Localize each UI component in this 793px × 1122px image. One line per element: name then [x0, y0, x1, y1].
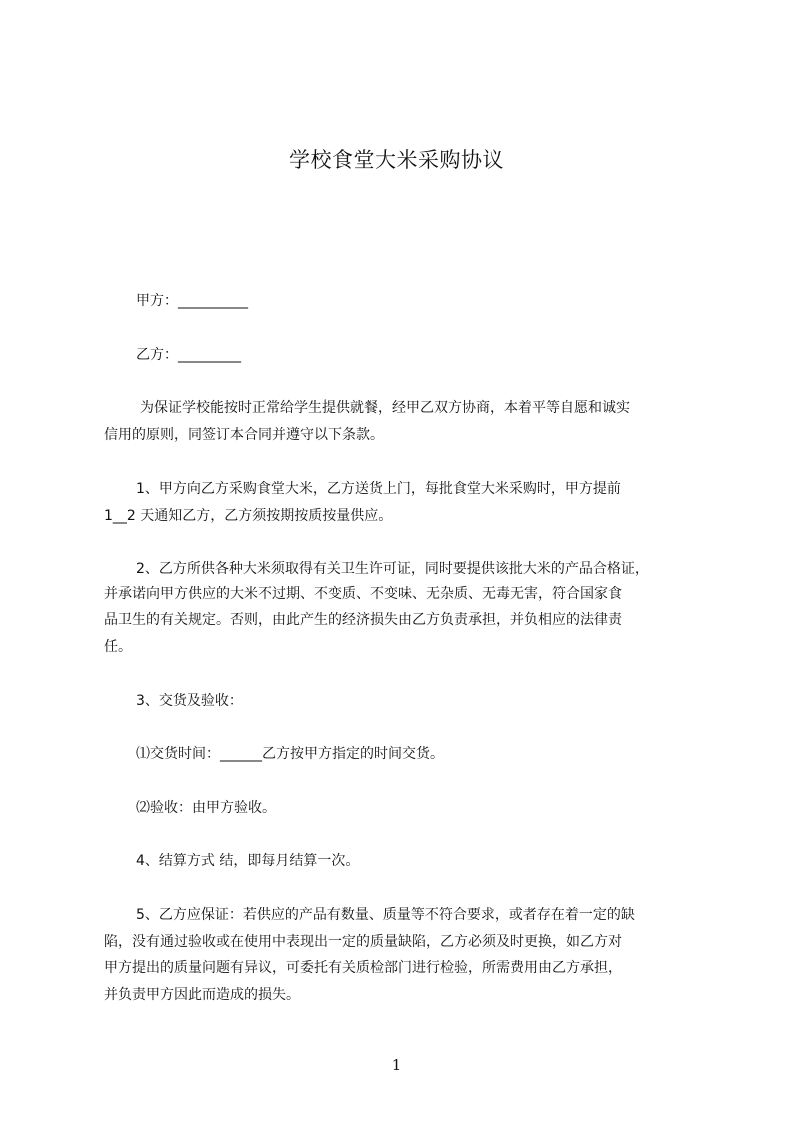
clause-5-line: 并负责甲方因此而造成的损失。 — [104, 987, 300, 1003]
clause-1-line: 1__2 天通知乙方，乙方须按期按质按量供应。 — [104, 508, 393, 524]
clause-2-line: 2、乙方所供各种大米须取得有关卫生许可证，同时要提供该批大米的产品合格证， — [136, 561, 649, 577]
clause-5-line: 陷，没有通过验收或在使用中表现出一定的质量缺陷，乙方必须及时更换，如乙方对 — [104, 934, 622, 950]
clause-3-item-1: ⑴交货时间：______乙方按甲方指定的时间交货。 — [136, 746, 444, 762]
clause-2-line: 并承诺向甲方供应的大米不过期、不变质、不变味、无杂质、无毒无害，符合国家食 — [104, 586, 622, 602]
intro-line: 为保证学校能按时正常给学生提供就餐，经甲乙双方协商，本着平等自愿和诚实 — [140, 400, 630, 416]
intro-line: 信用的原则，同签订本合同并遵守以下条款。 — [104, 427, 384, 443]
clause-3-item-2: ⑵验收：由甲方验收。 — [136, 800, 276, 816]
clause-2-line: 任。 — [104, 639, 132, 655]
clause-5-line: 5、乙方应保证：若供应的产品有数量、质量等不符合要求，或者存在着一定的缺 — [136, 907, 635, 923]
party-b-line: 乙方：_________ — [136, 347, 241, 363]
party-a-line: 甲方：__________ — [136, 293, 248, 309]
page-number: 1 — [391, 1056, 402, 1074]
clause-2-line: 品卫生的有关规定。否则，由此产生的经济损失由乙方负责承担，并负相应的法律责 — [104, 612, 622, 628]
clause-3-heading: 3、交货及验收： — [136, 693, 243, 709]
clause-5-line: 甲方提出的质量问题有异议，可委托有关质检部门进行检验，所需费用由乙方承担， — [104, 960, 622, 976]
document-title: 学校食堂大米采购协议 — [289, 148, 504, 172]
clause-4: 4、结算方式 结，即每月结算一次。 — [136, 853, 360, 869]
clause-1-line: 1、甲方向乙方采购食堂大米，乙方送货上门，每批食堂大米采购时，甲方提前 — [136, 481, 621, 497]
